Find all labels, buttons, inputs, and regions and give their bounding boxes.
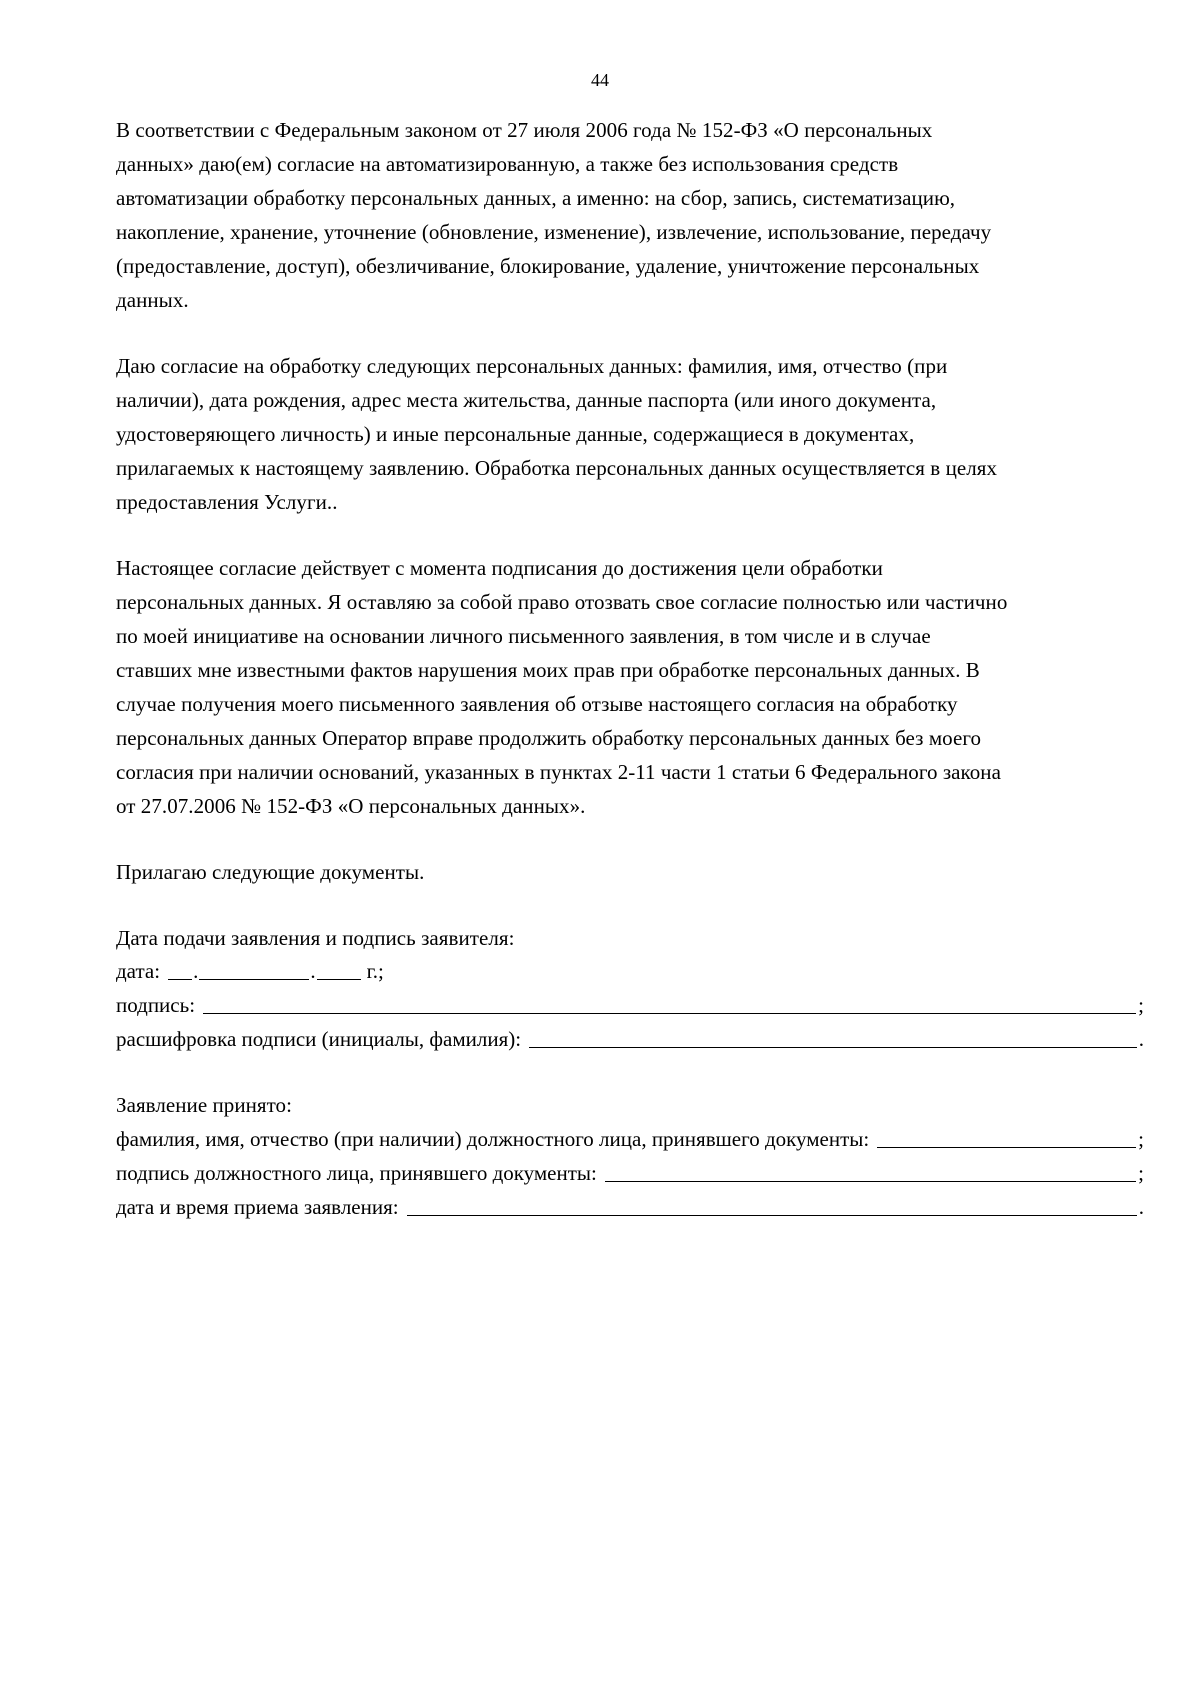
signature-field xyxy=(116,991,1144,1019)
decoding-end: . xyxy=(1138,1027,1144,1051)
date-label: дата: xyxy=(116,959,161,983)
paragraph-2-line: предоставления Услуги.. xyxy=(116,490,338,514)
date-year-blank[interactable] xyxy=(317,959,361,980)
paragraph-3-line: согласия при наличии оснований, указанных в пунктах 2-11 части 1 статьи 6 Федерального закона xyxy=(116,760,1001,784)
attachments-line: Прилагаю следующие документы. xyxy=(116,860,425,884)
official-name-end: ; xyxy=(1138,1127,1144,1151)
official-signature-end: ; xyxy=(1138,1161,1144,1185)
datetime-field xyxy=(116,1193,1144,1221)
paragraph-3-line: от 27.07.2006 № 152-ФЗ «О персональных данных». xyxy=(116,794,586,818)
official-name-blank[interactable] xyxy=(877,1127,1136,1148)
paragraph-3-line: персональных данных. Я оставляю за собой право отозвать свое согласие полностью или частично xyxy=(116,590,1008,614)
signature-heading: Дата подачи заявления и подпись заявителя: xyxy=(116,926,515,950)
acceptance-heading: Заявление принято: xyxy=(116,1093,292,1117)
paragraph-2-line: прилагаемых к настоящему заявлению. Обработка персональных данных осуществляется в целях xyxy=(116,456,998,480)
official-signature-field xyxy=(116,1159,1144,1187)
paragraph-2-line: Даю согласие на обработку следующих персональных данных: фамилия, имя, отчество (при xyxy=(116,354,948,378)
date-separator: . xyxy=(193,959,199,983)
decoding-blank[interactable] xyxy=(529,1027,1137,1048)
official-signature-label: подпись должностного лица, принявшего документы: xyxy=(116,1161,597,1185)
paragraph-3-line: случае получения моего письменного заявления об отзыве настоящего согласия на обработку xyxy=(116,692,958,716)
datetime-end: . xyxy=(1138,1195,1144,1219)
paragraph-3-line: Настоящее согласие действует с момента подписания до достижения цели обработки xyxy=(116,556,883,580)
paragraph-1-line: данных» даю(ем) согласие на автоматизированную, а также без использования средств xyxy=(116,152,899,176)
paragraph-3-line: по моей инициативе на основании личного письменного заявления, в том числе и в случае xyxy=(116,624,931,648)
date-month-blank[interactable] xyxy=(199,959,309,980)
paragraph-1-line: накопление, хранение, уточнение (обновление, изменение), извлечение, использование, передачу xyxy=(116,220,992,244)
paragraph-3-line: персональных данных Оператор вправе продолжить обработку персональных данных без моего xyxy=(116,726,982,750)
signature-blank[interactable] xyxy=(203,993,1136,1014)
paragraph-1-line: В соответствии с Федеральным законом от 27 июля 2006 года № 152-ФЗ «О персональных xyxy=(116,118,933,142)
paragraph-1-line: данных. xyxy=(116,288,189,312)
date-day-blank[interactable] xyxy=(168,959,192,980)
paragraph-3-line: ставших мне известными фактов нарушения моих прав при обработке персональных данных. В xyxy=(116,658,980,682)
signature-end: ; xyxy=(1138,993,1144,1017)
official-name-field xyxy=(116,1125,1144,1153)
date-suffix: г.; xyxy=(366,959,384,983)
datetime-label: дата и время приема заявления: xyxy=(116,1195,399,1219)
paragraph-1-line: (предоставление, доступ), обезличивание, блокирование, удаление, уничтожение персональных xyxy=(116,254,980,278)
date-field xyxy=(116,957,384,985)
paragraph-2-line: удостоверяющего личность) и иные персональные данные, содержащиеся в документах, xyxy=(116,422,915,446)
official-signature-blank[interactable] xyxy=(605,1161,1136,1182)
signature-label: подпись: xyxy=(116,993,196,1017)
datetime-blank[interactable] xyxy=(407,1195,1137,1216)
paragraph-1-line: автоматизации обработку персональных данных, а именно: на сбор, запись, систематизацию, xyxy=(116,186,956,210)
paragraph-2-line: наличии), дата рождения, адрес места жительства, данные паспорта (или иного документа, xyxy=(116,388,937,412)
decoding-field xyxy=(116,1025,1144,1053)
date-separator: . xyxy=(310,959,316,983)
page-number: 44 xyxy=(591,70,609,90)
official-name-label: фамилия, имя, отчество (при наличии) должностного лица, принявшего документы: xyxy=(116,1127,870,1151)
decoding-label: расшифровка подписи (инициалы, фамилия): xyxy=(116,1027,522,1051)
